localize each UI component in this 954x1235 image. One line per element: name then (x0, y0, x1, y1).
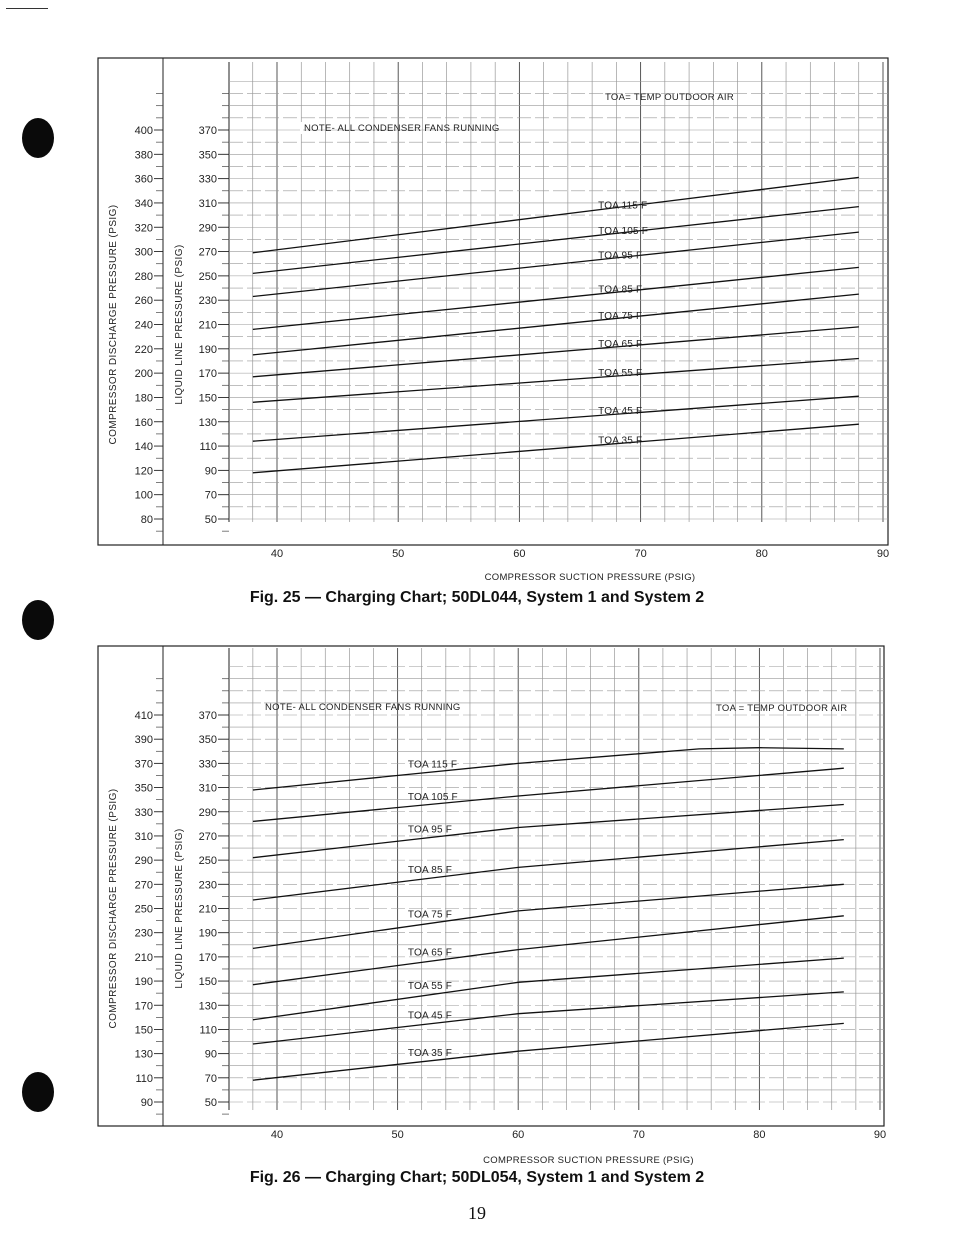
y-tick-label-discharge: 220 (134, 343, 153, 356)
y-tick-label-liquid: 110 (199, 1024, 217, 1037)
y-tick-label-discharge: 190 (134, 976, 153, 989)
y-tick-label-liquid: 330 (198, 758, 217, 771)
series-line-toa-75-f (253, 884, 844, 948)
y-tick-label-discharge: 380 (134, 149, 153, 162)
charging-chart-fig26 (0, 620, 954, 1180)
y-tick-label-liquid: 170 (198, 368, 217, 381)
series-label: TOA 45 F (407, 1010, 453, 1022)
x-tick-label: 90 (876, 548, 890, 560)
y-tick-label-liquid: 50 (204, 514, 217, 526)
chart-note: NOTE- ALL CONDENSER FANS RUNNING (265, 702, 461, 713)
y-tick-label-discharge: 80 (140, 514, 153, 526)
y-tick-label-liquid: 70 (204, 1072, 217, 1085)
y-tick-label-liquid: 110 (199, 441, 217, 454)
series-label: TOA 115 F (407, 759, 458, 771)
series-label: TOA 65 F (407, 947, 453, 959)
series-line-toa-65-f (253, 327, 859, 377)
y-tick-label-liquid: 370 (198, 125, 217, 137)
y-tick-label-liquid: 250 (198, 855, 217, 868)
series-line-toa-55-f (253, 359, 859, 403)
y-tick-label-discharge: 280 (134, 270, 153, 283)
series-label: TOA 75 F (407, 909, 453, 921)
y-tick-label-discharge: 120 (134, 465, 153, 478)
charging-chart-fig25 (0, 0, 954, 600)
y-tick-label-liquid: 230 (198, 879, 217, 892)
x-axis-title: COMPRESSOR SUCTION PRESSURE (PSIG) (483, 1155, 694, 1166)
x-tick-label: 80 (753, 1129, 766, 1141)
y-axis-title-liquid: LIQUID LINE PRESSURE (PSIG) (174, 828, 185, 989)
page-number: 19 (468, 1203, 486, 1223)
series-label: TOA 105 F (407, 791, 458, 803)
figure-caption: Fig. 26 — Charging Chart; 50DL054, System 1 and System 2 (249, 1169, 705, 1186)
legend-note: TOA = TEMP OUTDOOR AIR (716, 703, 848, 714)
series-line-toa-85-f (253, 267, 859, 329)
y-tick-label-liquid: 150 (198, 392, 217, 405)
note-mask (261, 701, 264, 713)
y-tick-label-liquid: 190 (198, 343, 217, 356)
y-tick-label-liquid: 310 (198, 782, 217, 795)
y-tick-label-liquid: 210 (198, 903, 217, 916)
series-label: TOA 95 F (598, 250, 643, 262)
y-tick-label-discharge: 410 (134, 710, 153, 722)
chart-root (98, 646, 886, 1166)
y-tick-label-discharge: 150 (134, 1024, 153, 1037)
y-tick-label-liquid: 90 (204, 465, 217, 478)
y-tick-label-liquid: 370 (198, 710, 217, 722)
y-tick-label-discharge: 340 (134, 197, 153, 210)
x-tick-label: 50 (392, 548, 405, 560)
series-line-toa-35-f (253, 1023, 844, 1080)
y-tick-label-discharge: 260 (134, 295, 153, 308)
series-line-toa-65-f (253, 916, 844, 985)
y-tick-label-discharge: 230 (134, 927, 153, 940)
series-line-toa-45-f (253, 992, 844, 1044)
y-tick-label-liquid: 250 (198, 270, 217, 283)
series-label: TOA 85 F (407, 864, 453, 876)
x-tick-label: 40 (270, 548, 284, 560)
series-label: TOA 85 F (598, 284, 643, 296)
y-axis-title-liquid: LIQUID LINE PRESSURE (PSIG) (174, 244, 185, 405)
y-tick-label-discharge: 170 (134, 1000, 153, 1013)
note-mask (300, 122, 303, 134)
y-tick-label-discharge: 250 (134, 903, 153, 916)
legend-note: TOA= TEMP OUTDOOR AIR (605, 92, 735, 103)
series-line-toa-105-f (253, 768, 844, 821)
y-tick-label-liquid: 230 (198, 295, 217, 308)
y-tick-label-discharge: 130 (134, 1048, 153, 1061)
series-label: TOA 115 F (598, 200, 648, 212)
y-tick-label-liquid: 270 (198, 830, 217, 843)
y-tick-label-discharge: 290 (134, 855, 153, 868)
x-tick-label: 40 (270, 1129, 284, 1141)
figure-caption: Fig. 25 — Charging Chart; 50DL044, System 1 and System 2 (249, 589, 705, 606)
y-tick-label-discharge: 310 (134, 830, 153, 843)
y-tick-label-liquid: 130 (198, 416, 217, 429)
x-tick-label: 60 (513, 548, 526, 560)
x-tick-label: 80 (755, 548, 768, 560)
chart-root (98, 58, 889, 583)
y-tick-label-discharge: 400 (134, 125, 153, 137)
series-label: TOA 75 F (598, 310, 643, 322)
y-tick-label-discharge: 200 (134, 368, 153, 381)
y-tick-label-liquid: 70 (204, 489, 217, 502)
x-tick-label: 70 (632, 1129, 645, 1141)
y-tick-label-discharge: 270 (134, 879, 153, 892)
y-tick-label-liquid: 170 (198, 951, 217, 964)
series-label: TOA 45 F (598, 406, 643, 418)
y-tick-label-discharge: 140 (134, 441, 153, 454)
y-axis-title-discharge: COMPRESSOR DISCHARGE PRESSURE (PSIG) (108, 788, 119, 1029)
series-label: TOA 95 F (407, 824, 453, 836)
y-tick-label-discharge: 360 (134, 173, 153, 186)
y-tick-label-liquid: 330 (198, 173, 217, 186)
y-tick-label-liquid: 270 (198, 246, 217, 259)
x-axis-title: COMPRESSOR SUCTION PRESSURE (PSIG) (484, 572, 696, 583)
y-tick-label-liquid: 350 (198, 734, 217, 747)
series-line-toa-105-f (253, 207, 859, 274)
series-label: TOA 65 F (598, 338, 643, 350)
y-tick-label-liquid: 150 (198, 976, 217, 989)
series-line-toa-45-f (253, 396, 859, 441)
y-tick-label-discharge: 110 (135, 1072, 153, 1085)
y-tick-label-liquid: 290 (198, 806, 217, 819)
y-tick-label-discharge: 300 (134, 246, 153, 259)
y-tick-label-liquid: 130 (198, 1000, 217, 1013)
y-tick-label-discharge: 350 (134, 782, 153, 795)
x-tick-label: 70 (634, 548, 647, 560)
y-tick-label-discharge: 240 (134, 319, 153, 332)
y-tick-label-liquid: 310 (198, 197, 217, 210)
x-tick-label: 50 (391, 1129, 404, 1141)
series-line-toa-35-f (253, 424, 859, 473)
y-tick-label-discharge: 390 (134, 734, 153, 747)
y-tick-label-liquid: 210 (198, 319, 217, 332)
y-tick-label-discharge: 210 (134, 951, 153, 964)
y-tick-label-discharge: 320 (134, 222, 153, 235)
y-tick-label-discharge: 330 (134, 806, 153, 819)
y-tick-label-discharge: 90 (140, 1097, 153, 1109)
y-tick-label-discharge: 160 (134, 416, 153, 429)
series-label: TOA 35 F (407, 1047, 453, 1059)
chart-note: NOTE- ALL CONDENSER FANS RUNNING (304, 123, 500, 134)
x-tick-label: 90 (873, 1129, 887, 1141)
series-line-toa-115-f (253, 748, 844, 790)
x-tick-label: 60 (512, 1129, 525, 1141)
series-label: TOA 55 F (407, 980, 453, 992)
y-tick-label-discharge: 100 (134, 489, 153, 502)
y-tick-label-liquid: 190 (198, 927, 217, 940)
y-tick-label-discharge: 370 (134, 758, 153, 771)
series-label: TOA 35 F (598, 435, 643, 447)
series-label: TOA 105 F (598, 226, 649, 238)
y-tick-label-liquid: 50 (204, 1097, 217, 1109)
series-line-toa-55-f (253, 958, 844, 1020)
y-tick-label-liquid: 290 (198, 222, 217, 235)
series-label: TOA 55 F (598, 367, 643, 379)
y-axis-title-discharge: COMPRESSOR DISCHARGE PRESSURE (PSIG) (108, 204, 119, 445)
y-tick-label-liquid: 90 (204, 1048, 217, 1061)
y-tick-label-liquid: 350 (198, 149, 217, 162)
y-tick-label-discharge: 180 (134, 392, 153, 405)
